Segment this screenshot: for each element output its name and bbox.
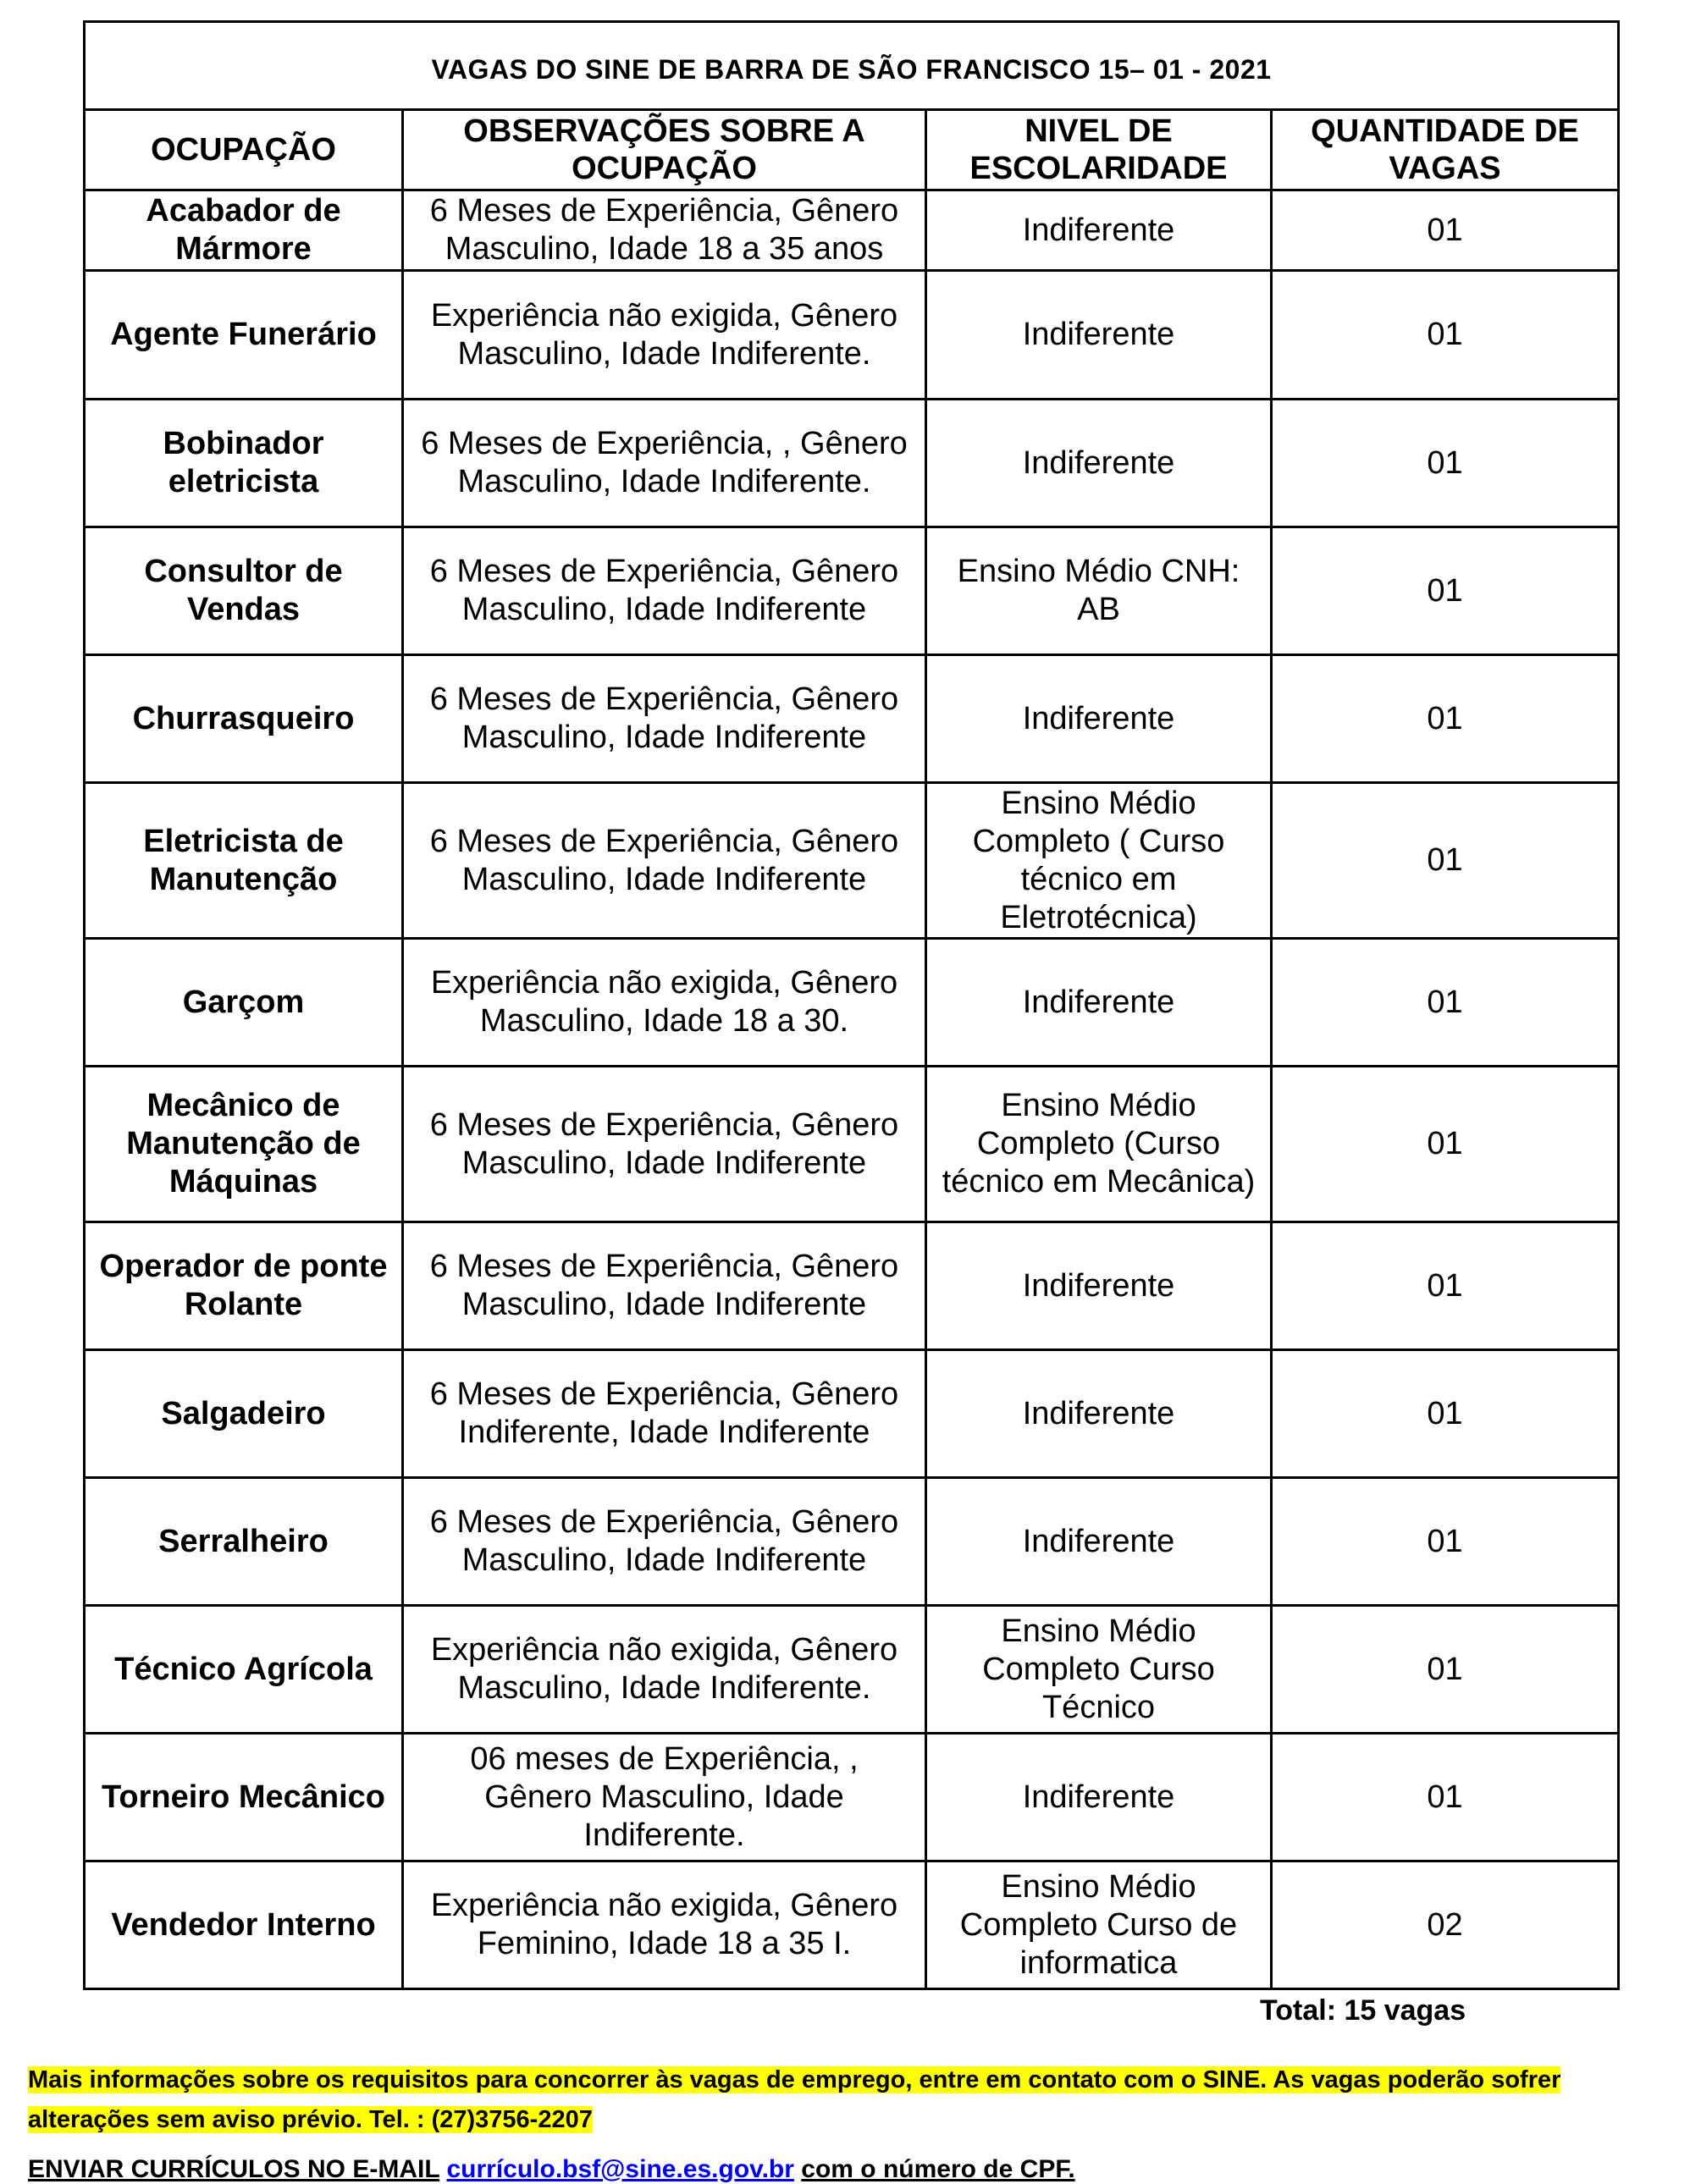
occupation-cell: Acabador de Mármore <box>85 190 403 271</box>
table-row <box>85 655 1619 783</box>
quantity-cell: 01 <box>1272 783 1619 939</box>
quantity-cell: 01 <box>1272 939 1619 1067</box>
quantity-cell: 02 <box>1272 1861 1619 1989</box>
observations-cell: 6 Meses de Experiência, Gênero Masculino, Idade Indiferente <box>403 1067 926 1222</box>
occupation-cell: Churrasqueiro <box>85 655 403 783</box>
education-cell: Indiferente <box>926 1222 1272 1350</box>
education-cell: Ensino Médio Completo Curso de informatica <box>926 1861 1272 1989</box>
table-row <box>85 1734 1619 1861</box>
quantity-cell: 01 <box>1272 655 1619 783</box>
observations-cell: 6 Meses de Experiência, Gênero Masculino, Idade Indiferente <box>403 655 926 783</box>
table-row <box>85 190 1619 271</box>
table-title: VAGAS DO SINE DE BARRA DE SÃO FRANCISCO 15– 01 - 2021 <box>85 22 1619 110</box>
table-row <box>85 400 1619 527</box>
observations-cell: 6 Meses de Experiência, Gênero Masculino, Idade Indiferente <box>403 783 926 939</box>
email-prefix: ENVIAR CURRÍCULOS NO E-MAIL <box>28 2155 440 2183</box>
table-row <box>85 1478 1619 1606</box>
occupation-cell: Eletricista de Manutenção <box>85 783 403 939</box>
occupation-cell: Operador de ponte Rolante <box>85 1222 403 1350</box>
occupation-cell: Agente Funerário <box>85 271 403 400</box>
observations-cell: 6 Meses de Experiência, , Gênero Masculino, Idade Indiferente. <box>403 400 926 527</box>
observations-cell: 6 Meses de Experiência, Gênero Masculino, Idade Indiferente <box>403 527 926 655</box>
occupation-cell: Consultor de Vendas <box>85 527 403 655</box>
quantity-cell: 01 <box>1272 527 1619 655</box>
quantity-cell: 01 <box>1272 190 1619 271</box>
occupation-cell: Serralheiro <box>85 1478 403 1606</box>
info-notice <box>28 2060 1679 2140</box>
vacancies-table <box>83 20 1620 1990</box>
table-row <box>85 939 1619 1067</box>
table-row <box>85 783 1619 939</box>
quantity-cell: 01 <box>1272 1350 1619 1478</box>
header-occupation: OCUPAÇÃO <box>85 110 403 190</box>
observations-cell: Experiência não exigida, Gênero Feminino, Idade 18 a 35 I. <box>403 1861 926 1989</box>
quantity-cell: 01 <box>1272 1606 1619 1734</box>
education-cell: Ensino Médio Completo (Curso técnico em Mecânica) <box>926 1067 1272 1222</box>
email-link[interactable]: currículo.bsf@sine.es.gov.br <box>446 2155 794 2183</box>
occupation-cell: Garçom <box>85 939 403 1067</box>
occupation-cell: Vendedor Interno <box>85 1861 403 1989</box>
observations-cell: 6 Meses de Experiência, Gênero Masculino, Idade Indiferente <box>403 1478 926 1606</box>
observations-cell: Experiência não exigida, Gênero Masculino, Idade 18 a 30. <box>403 939 926 1067</box>
quantity-cell: 01 <box>1272 1478 1619 1606</box>
header-observations: OBSERVAÇÕES SOBRE A OCUPAÇÃO <box>403 110 926 190</box>
occupation-cell: Mecânico de Manutenção de Máquinas <box>85 1067 403 1222</box>
occupation-cell: Bobinador eletricista <box>85 400 403 527</box>
education-cell: Indiferente <box>926 1734 1272 1861</box>
education-cell: Ensino Médio CNH: AB <box>926 527 1272 655</box>
observations-cell: 6 Meses de Experiência, Gênero Masculino, Idade Indiferente <box>403 1222 926 1350</box>
occupation-cell: Técnico Agrícola <box>85 1606 403 1734</box>
observations-cell: Experiência não exigida, Gênero Masculino, Idade Indiferente. <box>403 1606 926 1734</box>
education-cell: Indiferente <box>926 655 1272 783</box>
education-cell: Indiferente <box>926 271 1272 400</box>
table-header-row <box>85 110 1619 190</box>
total-vacancies: Total: 15 vagas <box>1260 1994 1466 2027</box>
education-cell: Indiferente <box>926 400 1272 527</box>
education-cell: Ensino Médio Completo Curso Técnico <box>926 1606 1272 1734</box>
table-row <box>85 1350 1619 1478</box>
quantity-cell: 01 <box>1272 400 1619 527</box>
info-notice-text: Mais informações sobre os requisitos para concorrer às vagas de emprego, entre em contato com o SINE. As vagas poderão sofrer alterações sem aviso prévio. Tel. : (27)3756-2207 <box>28 2066 1561 2133</box>
quantity-cell: 01 <box>1272 271 1619 400</box>
occupation-cell: Torneiro Mecânico <box>85 1734 403 1861</box>
occupation-cell: Salgadeiro <box>85 1350 403 1478</box>
header-quantity: QUANTIDADE DE VAGAS <box>1272 110 1619 190</box>
education-cell: Indiferente <box>926 1350 1272 1478</box>
education-cell: Indiferente <box>926 939 1272 1067</box>
observations-cell: 06 meses de Experiência, , Gênero Masculino, Idade Indiferente. <box>403 1734 926 1861</box>
education-cell: Ensino Médio Completo ( Curso técnico em Eletrotécnica) <box>926 783 1272 939</box>
observations-cell: 6 Meses de Experiência, Gênero Indiferente, Idade Indiferente <box>403 1350 926 1478</box>
table-row <box>85 1861 1619 1989</box>
table-row <box>85 1067 1619 1222</box>
table-row <box>85 1606 1619 1734</box>
observations-cell: 6 Meses de Experiência, Gênero Masculino, Idade 18 a 35 anos <box>403 190 926 271</box>
table-row <box>85 527 1619 655</box>
table-title-row <box>85 22 1619 110</box>
quantity-cell: 01 <box>1272 1734 1619 1861</box>
email-suffix: com o número de CPF. <box>801 2155 1075 2183</box>
header-education: NIVEL DE ESCOLARIDADE <box>926 110 1272 190</box>
quantity-cell: 01 <box>1272 1067 1619 1222</box>
email-instructions <box>28 2155 1075 2184</box>
education-cell: Indiferente <box>926 1478 1272 1606</box>
quantity-cell: 01 <box>1272 1222 1619 1350</box>
vacancies-table-wrap <box>83 20 1617 1990</box>
education-cell: Indiferente <box>926 190 1272 271</box>
table-row <box>85 271 1619 400</box>
table-row <box>85 1222 1619 1350</box>
observations-cell: Experiência não exigida, Gênero Masculino, Idade Indiferente. <box>403 271 926 400</box>
